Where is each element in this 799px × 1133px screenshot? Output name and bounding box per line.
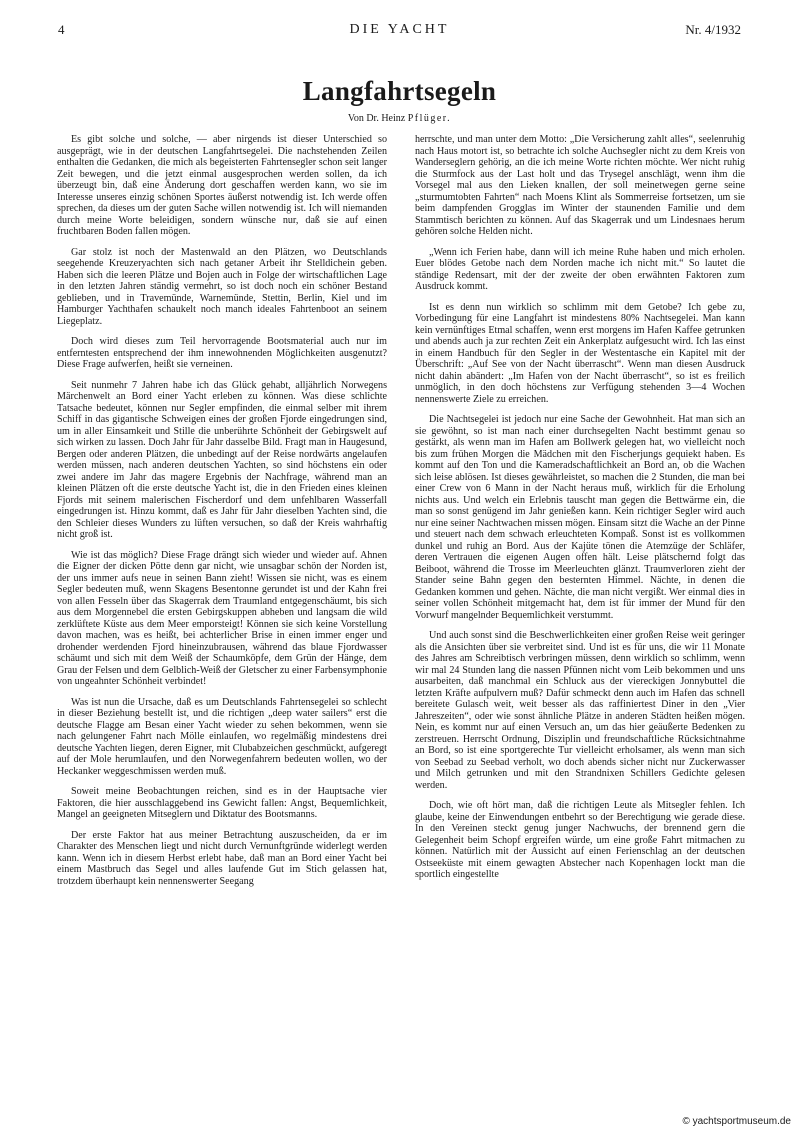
copyright-credit: © yachtsportmuseum.de bbox=[682, 1116, 791, 1127]
paragraph: Was ist nun die Ursache, daß es um Deutschlands Fahrtensegelei so schlecht in dieser Beziehung bestellt ist, und die richtigen „deep water sailers“ erst die deutsche Flagge am Besan einer Yacht wieder zu sehen bekommen, wenn sie nach gelungener Fahrt nach Mölle einlaufen, wo regelmäßig mindestens drei deutsche Yachten liegen, deren Eigner, mit Clubabzeichen geschmückt, aufgeregt auf der Mole herumlaufen, und den Norwegenfahrern bedeuten wollen, wo der Heckanker weggeschmissen werden muß. bbox=[57, 696, 387, 777]
left-column bbox=[57, 134, 387, 896]
article-title: Langfahrtsegeln bbox=[302, 76, 497, 106]
paragraph: Ist es denn nun wirklich so schlimm mit dem Getobe? Ich gebe zu, Vorbedingung für eine Langfahrt ist mindestens 80% Nachtsegelei. Man kann kein vernünftiges Etmal schaffen, wenn erst morgens im Hafen Kaffee getrunken und abends auch ja zur rechten Zeit ein Ankerplatz aufgesucht wird. Ich las einst in einem Handbuch für den Segler in der Westentasche ein Kapitel mit der Überschrift: „Auf See von der Nacht überrascht“. Wenn man diesen Ausdruck nicht dahin abändert: „Im Hafen von der Nacht überrascht“, so ist es freilich unmöglich, in den doch höchstens zur Verfügung stehenden 3—4 Wochen nennenswerte Ziele zu erreichen. bbox=[415, 301, 745, 405]
paragraph: Seit nunmehr 7 Jahren habe ich das Glück gehabt, alljährlich Norwegens Märchenwelt an Bord einer Yacht erleben zu können. Was diese schlichte Tatsache bedeutet, können nur Segler empfinden, die einmal selber mit ihrem Schiff in das gigantische Schweigen eines der großen Fjorde eingedrungen sind, um in aller Einsamkeit und Stille die unberührte Schönheit der Gebirgswelt auf sich wirken zu lassen. Doch Jahr für Jahr dasselbe Bild. Fragt man in Haugesund, Bergen oder anderen Plätzen, die unbedingt auf der Reise nordwärts angelaufen werden müssen, nach anderen deutschen Yachten, so sind höchstens ein oder zwei andere im Jahr das magere Ergebnis der Nachfrage, während man an kleinen Plätzen oft die erste deutsche Yacht ist, die in den Frieden eines kleinen Fjords mit seinem malerischen Fischerdorf und dem unfehlbaren Wasserfall eingedrungen ist. Hinzu kommt, daß es Jahr für Jahr dieselben Yachten sind, die den Schleier dieses Wunders zu lüften versuchen, so daß der Kreis wahrhaftig nicht groß ist. bbox=[57, 379, 387, 540]
magazine-name: DIE YACHT bbox=[349, 22, 450, 37]
paragraph: Gar stolz ist noch der Mastenwald an den Plätzen, wo Deutschlands seegehende Kreuzeryachten sich nach getaner Arbeit ihr Stelldichein geben. Haben sich die leeren Plätze und Bojen auch in Folge der wirtschaftlichen Lage in den letzten Jahren ständig vermehrt, so ist doch noch ein schöner Bestand geblieben, und in Travemünde, Warnemünde, Stettin, Berlin, Kiel und im Hamburger Yachthafen schaukelt noch manch ideales Fahrtenboot an seinem Liegeplatz. bbox=[57, 246, 387, 327]
byline bbox=[0, 113, 799, 124]
issue-number: Nr. 4/1932 bbox=[685, 22, 741, 37]
running-header bbox=[58, 22, 741, 42]
paragraph: Die Nachtsegelei ist jedoch nur eine Sache der Gewohnheit. Hat man sich an sie gewöhnt, so ist man nach einer durchsegelten Nacht bestimmt genau so gestärkt, als wenn man im Hafen am Bollwerk gelegen hat, wo vielleicht noch bis zum frühen Morgen die Mädchen mit den Fischerjungs gequiekt haben. Es kommt auf den Ton und die Kameradschaftlichkeit an Bord an, ob die Wachen sich leise ablösen. Ist dieses gewährleistet, so machen die 2 Stunden, die man bei einer Crew von 6 Mann in der Nacht heraus muß, wirklich für die Erholung nichts aus. Und welch ein Erlebnis tauscht man gegen die Bettwärme ein, die man so sonst genügend im Jahr genießen kann. Kein richtiger Segler wird auch nur eine seiner Nachtwachen missen mögen. Einsam sitzt die Wache an der Pinne und steuert nach dem schwach erleuchteten Kompaß. Sonst ist es vollkommen dunkel und ruhig an Bord. Aus der Kajüte tönen die Atemzüge der Schläfer, deren Vertrauen die eigenen Augen offen hält. Leise plätschernd folgt das Beiboot, während die Trosse im Meerleuchten glänzt. Traumverloren zieht der Stander seine Bahn gegen den besternten Himmel. Nächte, in denen die Gedanken kommen und gehen. Nächte, die man nicht vergißt. Wer einmal dies in seiner vollen Schönheit mitgemacht hat, dem ist für immer der Mund für den Vorwurf mangelnder Bequemlichkeit verstummt. bbox=[415, 414, 745, 621]
paragraph: Der erste Faktor hat aus meiner Betrachtung auszuscheiden, da er im Charakter des Menschen liegt und nicht durch Vernunftgründe widerlegt werden kann. Wenn ich in diesem Herbst erlebt habe, daß man an Bord einer Yacht bei einem Mastbruch das Segel und alles laufende Gut im Stich gelassen hat, trotzdem überhaupt kein nennenswerter Seegang bbox=[57, 829, 387, 887]
paragraph: Und auch sonst sind die Beschwerlichkeiten einer großen Reise weit geringer als die Ansichten über sie verbreitet sind. Und ist es für uns, die wir 11 Monate des Jahres am Schreibtisch verbringen müssen, denn wirklich so schlimm, wenn wir mal 24 Stunden lang die nassen Pfünnen nicht vom Leib bekommen und uns ausarbeiten, daß manchmal ein Schluck aus der viereckigen Jonnybuttel die letzten Kräfte aufpulvern muß? Dafür schmeckt denn auch im Hafen das schnell bereitete Gulasch weit, weit besser als das raffiniertest Diner in den „Vier Jahreszeiten“, oder wie sonst ähnliche Plätze in anderen Städten heißen mögen. Nein, es kommt nur auf einen Versuch an, um das hier geäußerte Bedenken zu zerstreuen. Herrscht Ordnung, Disziplin und freundschaftliche Rücksichtnahme an Bord, so ist eine sportgerechte Tur vielleicht erholsamer, als wenn man sich von Seebad zu Seebad verholt, wo doch abends sicher nicht nur Zuckerwasser und Milch getrunken und mit den Strandnixen Schillers Gedichte gelesen werden. bbox=[415, 630, 745, 791]
paragraph: Doch, wie oft hört man, daß die richtigen Leute als Mitsegler fehlen. Ich glaube, keine der Einwendungen entbehrt so der Berechtigung wie gerade diese. In den Vereinen steckt genug junger Nachwuchs, der brennend gern die Gelegenheit beim Schopf ergreifen würde, um eine große Fahrt mitmachen zu können. Natürlich mit der Aussicht auf einen Ferienschlag an der deutschen Ostseeküste mit einem gewagten Abstecher nach Kopenhagen lockt man die sportlich eingestellte bbox=[415, 800, 745, 880]
paragraph: herrschte, und man unter dem Motto: „Die Versicherung zahlt alles“, seelenruhig nach Haus motort ist, so betrachte ich solche Auchsegler nicht zu dem Kreis von Wanderseglern gehörig, an die ich meine Worte richten möchte. Wer nicht ruhig die Sturmfock aus der Last holt und das Trysegel anschlägt, wenn ihm die Vorsegel mal aus den Lieken knallen, der soll meinetwegen gerne seine „sturmumtobten Fahrten“ nach Moens Klint als Sommerreise fortsetzen, um sie beim dampfenden Grogglas im Winter der staunenden Familie und dem Stammtisch berichten zu können. Auf das Skagerrak und um Lindesnaes herum gehören solche Helden nicht. bbox=[415, 134, 745, 237]
paragraph: „Wenn ich Ferien habe, dann will ich meine Ruhe haben und mich erholen. Euer blödes Getobe nach dem Norden mache ich nicht mit.“ So lautet die ständige Redensart, mit der der zweite der oben erwähnten Faktoren zum Ausdruck kommt. bbox=[415, 246, 745, 292]
right-column bbox=[415, 134, 745, 890]
paragraph: Es gibt solche und solche, — aber nirgends ist dieser Unterschied so ausgeprägt, wie in der deutschen Langfahrtsegelei. Die nachstehenden Zeilen enthalten die Gedanken, die mich als begeisterten Fahrtensegler schon seit langer Zeit bewegen, und die jetzt einmal ausgesprochen werden sollen, da ich überzeugt bin, daß eine Änderung dort geschaffen werden kann, wo sie im Interesse unseres einzig schönen Sportes äußerst notwendig ist. Ich werde offen sprechen, da dieses um der guten Sache willen notwendig ist. Ich will niemanden durch meine Worte beleidigen, sondern wünsche nur, daß sie auf einen fruchtbaren Boden fallen mögen. bbox=[57, 134, 387, 237]
paragraph: Doch wird dieses zum Teil hervorragende Bootsmaterial auch nur im entferntesten entsprechend der ihm innewohnenden Möglichkeiten ausgenutzt? Diese Frage aufwerfen, heißt sie verneinen. bbox=[57, 336, 387, 370]
byline-prefix: Von Dr. Heinz bbox=[347, 113, 406, 124]
paragraph: Wie ist das möglich? Diese Frage drängt sich wieder und wieder auf. Ahnen die Eigner der dicken Pötte denn gar nicht, wie unsagbar schön der Norden ist, der uns immer aufs neue in seinen Bann zieht! Wissen sie nicht, was es einem Segler bedeuten muß, wenn Skagens Besentonne gerundet ist und der Kahn frei von allen Fesseln über das Skagerrak dem Traumland entgegenschäumt, bis sich aus dem Morgennebel die ersten Gebirgskuppen abheben und langsam die wild zerklüftete Küste aus dem Meer emporsteigt! Können sie sich keine Vorstellung davon machen, was es heißt, bei achterlicher Brise in einen immer enger und drohender werdenden Fjord hineinzubrausen, während das blaue Fjordwasser schäumt und sich mit dem Weiß der Schaumköpfe, dem Grün der Hänge, dem Grau der Felsen und dem Gelblich-Weiß der Gletscher zu einer Farbensymphonie von ungeahnter Schönheit verbindet! bbox=[57, 549, 387, 687]
paragraph: Soweit meine Beobachtungen reichen, sind es in der Hauptsache vier Faktoren, die hier ausschlaggebend ins Gewicht fallen: Angst, Bequemlichkeit, Mangel an geeigneten Mitseglern und Diktatur des Bootsmanns. bbox=[57, 786, 387, 820]
page-number: 4 bbox=[58, 22, 65, 37]
author-surname: Pflüger. bbox=[407, 113, 452, 124]
